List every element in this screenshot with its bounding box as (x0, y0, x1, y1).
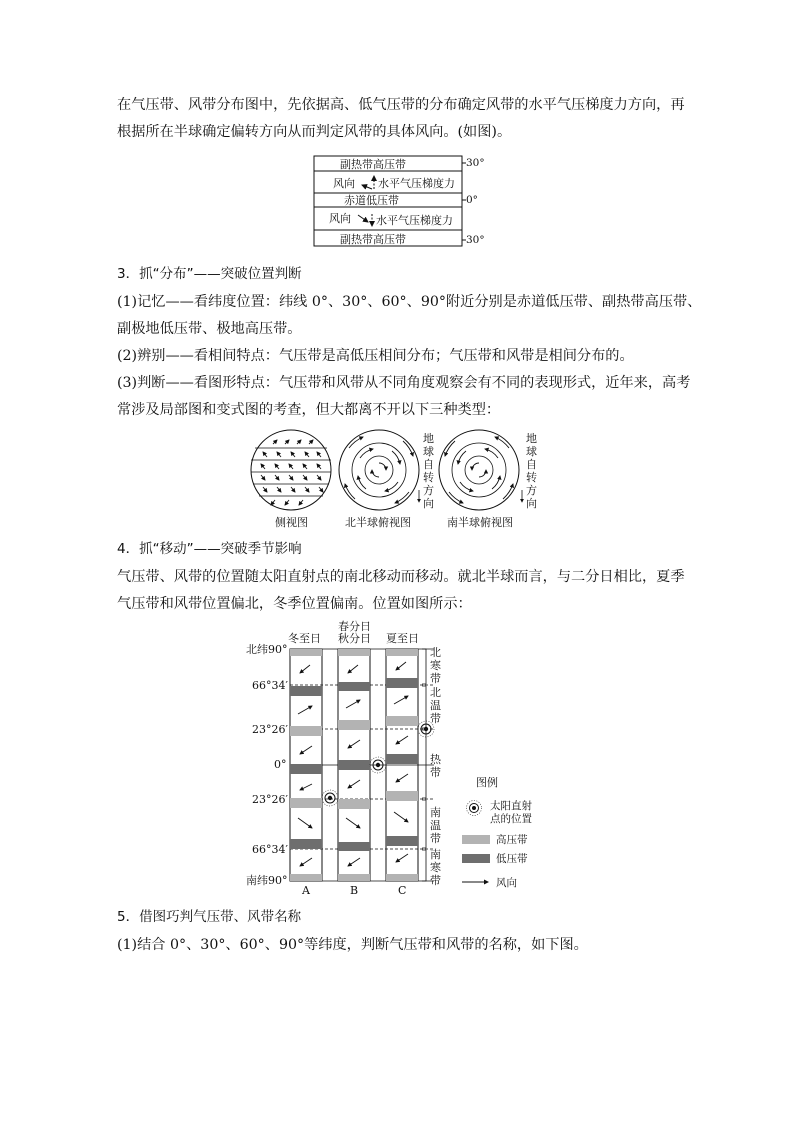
rotation-label-south (522, 431, 537, 510)
legend-high: 高压带 (496, 834, 528, 846)
svg-text:带: 带 (430, 766, 441, 779)
svg-text:地: 地 (526, 432, 537, 445)
zone-south-frigid (430, 848, 441, 887)
svg-text:转: 转 (423, 471, 434, 484)
intro-line-2: 根据所在半球确定偏转方向从而判定风带的具体风向。(如图)。 (117, 124, 512, 140)
fig1-bottom-band: 副热带高压带 (340, 233, 406, 246)
rotation-label-north (419, 431, 434, 510)
col-summer-label: 夏至日 (386, 632, 419, 645)
caption-south-view: 南半球俯视图 (447, 516, 513, 529)
legend-sun-2: 点的位置 (490, 813, 532, 825)
three-view-figure (245, 428, 555, 532)
svg-text:北: 北 (430, 646, 441, 659)
col-equinox-label-1: 春分日 (338, 620, 371, 633)
col-equinox-label-2: 秋分日 (338, 632, 371, 645)
seasonal-shift-figure (240, 618, 560, 896)
col-winter-label: 冬至日 (288, 632, 321, 645)
fig1-wind-label-2: 风向 (329, 212, 351, 225)
section3-p3-line1: (3)判断——看图形特点：气压带和风带从不同角度观察会有不同的表现形式，近年来，高考 (117, 375, 691, 391)
fig1-lat-mid: 0° (466, 194, 478, 206)
section3-heading: 3．抓“分布”——突破位置判断 (117, 266, 302, 282)
section3-p1-line1: (1)记忆——看纬度位置：纬线 0°、30°、60°、90°附近分别是赤道低压带、副热带高压带、 (117, 294, 702, 310)
fig1-wind-label-1: 风向 (333, 177, 355, 190)
legend-low: 低压带 (496, 853, 528, 865)
caption-side-view: 侧视图 (275, 516, 308, 529)
section3-p3-line2: 常涉及局部图和变式图的考查，但大都离不开以下三种类型： (117, 402, 501, 418)
fig1-lat-bottom: 30° (466, 234, 485, 246)
pressure-gradient-figure (310, 152, 490, 252)
section4-heading: 4．抓“移动”——突破季节影响 (117, 541, 302, 557)
side-view-globe (251, 430, 331, 510)
lat-n66: 66°34′ (252, 679, 288, 692)
svg-text:带: 带 (430, 832, 441, 845)
zone-north-frigid (430, 646, 441, 685)
legend-sun-1: 太阳直射 (490, 800, 532, 812)
column-a (290, 649, 322, 881)
sun-marker-winter (322, 790, 338, 806)
col-a-label: A (302, 884, 310, 896)
fig1-force-label-1: 水平气压梯度力 (378, 177, 455, 190)
svg-text:带: 带 (430, 874, 441, 887)
svg-text:寒: 寒 (430, 861, 441, 874)
section4-p1-line2: 气压带和风带位置偏北，冬季位置偏南。位置如图所示： (117, 596, 472, 612)
legend-wind: 风向 (496, 877, 517, 889)
zone-north-temperate (430, 686, 441, 725)
south-view-globe (439, 430, 519, 510)
svg-text:寒: 寒 (430, 659, 441, 672)
zone-south-temperate (430, 806, 441, 845)
north-view-globe (339, 430, 419, 510)
svg-text:方: 方 (526, 484, 537, 497)
svg-text:温: 温 (430, 699, 441, 712)
svg-text:地: 地 (423, 432, 434, 445)
section4-p1-line1: 气压带、风带的位置随太阳直射点的南北移动而移动。就北半球而言，与二分日相比，夏季 (117, 569, 685, 585)
lat-s90: 南纬90° (246, 874, 288, 887)
svg-text:自: 自 (526, 458, 537, 471)
section3-p2: (2)辨别——看相间特点：气压带是高低压相间分布；气压带和风带是相间分布的。 (117, 348, 634, 364)
intro-line-1: 在气压带、风带分布图中，先依据高、低气压带的分布确定风带的水平气压梯度力方向，再 (117, 97, 685, 113)
section5-heading: 5．借图巧判气压带、风带名称 (117, 909, 302, 925)
svg-text:球: 球 (423, 445, 434, 458)
column-b (338, 649, 370, 881)
lat-n90: 北纬90° (246, 643, 288, 656)
lat-n23: 23°26′ (252, 723, 288, 736)
lat-s23: 23°26′ (252, 793, 288, 806)
caption-north-view: 北半球俯视图 (345, 516, 411, 529)
svg-text:球: 球 (526, 445, 537, 458)
svg-text:带: 带 (430, 672, 441, 685)
zone-tropical (430, 752, 442, 779)
svg-text:转: 转 (526, 471, 537, 484)
col-b-label: B (350, 884, 359, 896)
svg-text:向: 向 (526, 497, 537, 510)
legend (462, 775, 532, 889)
svg-text:方: 方 (423, 484, 434, 497)
fig1-top-band: 副热带高压带 (340, 158, 406, 171)
lat-0: 0° (274, 758, 287, 771)
svg-text:热: 热 (430, 753, 441, 766)
svg-text:温: 温 (430, 819, 441, 832)
fig1-force-label-2: 水平气压梯度力 (376, 214, 453, 227)
lat-s66: 66°34′ (252, 843, 288, 856)
fig1-lat-top: 30° (466, 157, 485, 169)
col-c-label: C (398, 884, 407, 896)
section5-p1: (1)结合 0°、30°、60°、90°等纬度，判断气压带和风带的名称，如下图。 (117, 937, 588, 953)
svg-text:南: 南 (430, 848, 441, 861)
fig1-middle-band: 赤道低压带 (344, 194, 399, 207)
section3-p1-line2: 副极地低压带、极地高压带。 (117, 321, 302, 337)
svg-text:南: 南 (430, 806, 441, 819)
svg-text:向: 向 (423, 497, 434, 510)
legend-title: 图例 (476, 776, 498, 789)
svg-text:自: 自 (423, 458, 434, 471)
svg-text:北: 北 (430, 686, 441, 699)
svg-text:带: 带 (430, 712, 441, 725)
